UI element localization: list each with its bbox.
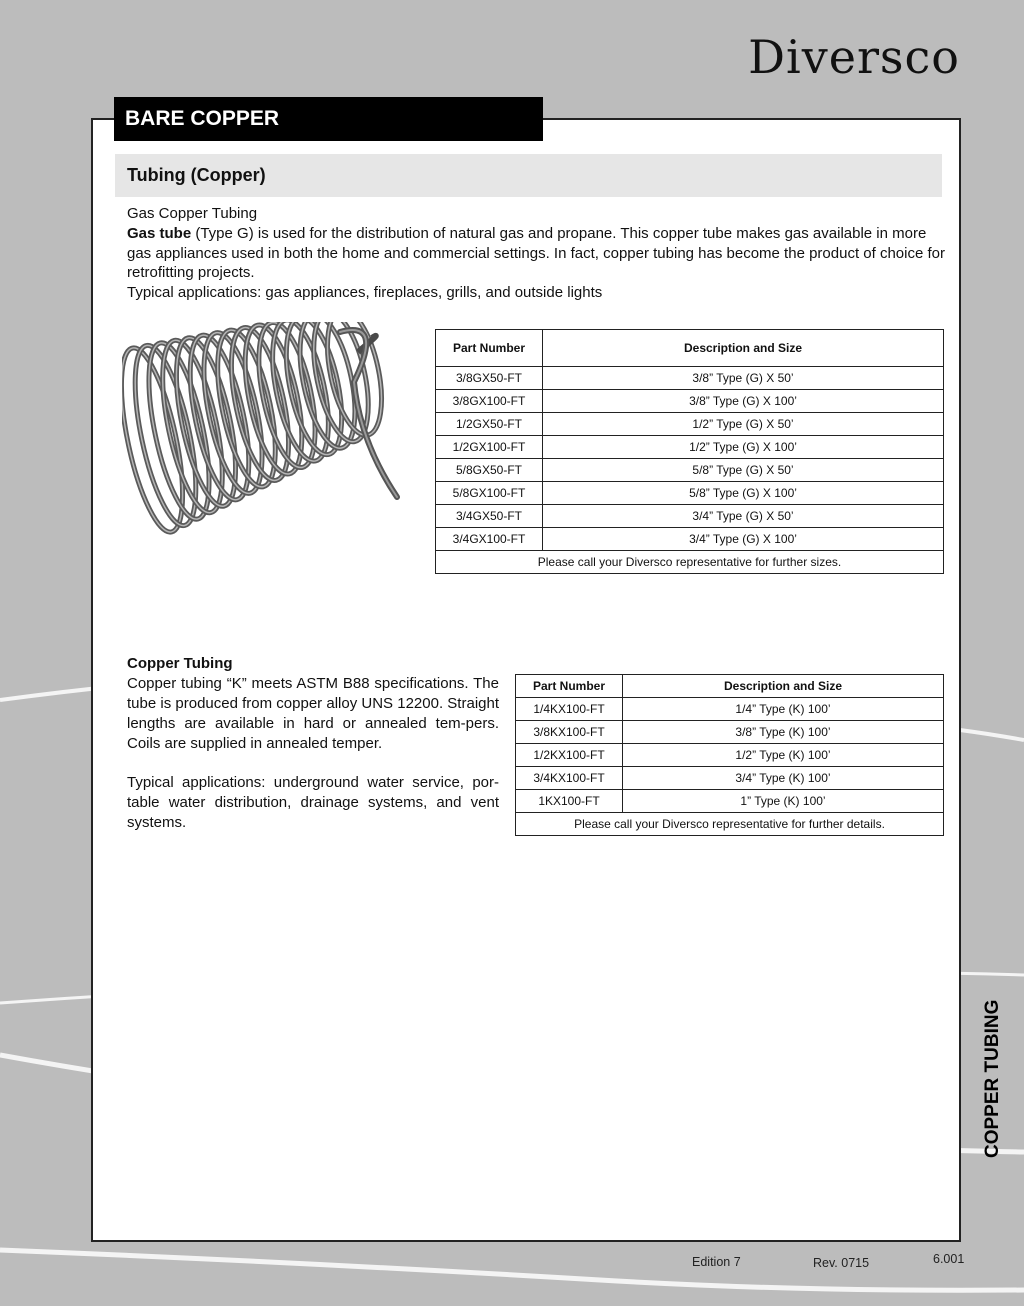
gas-row (436, 390, 944, 413)
gas-heading: Gas Copper Tubing (127, 205, 258, 222)
gas-header-part: Part Number (436, 330, 543, 367)
description-cell: 5/8” Type (G) X 100’ (543, 482, 944, 505)
k-row (516, 767, 944, 790)
part-number-cell: 5/8GX50-FT (436, 459, 543, 482)
description-cell: 1/4” Type (K) 100’ (623, 698, 944, 721)
k-row (516, 744, 944, 767)
k-applications: Typical applications: underground water service, por-table water distribution, drainage systems, and vent systems. (127, 774, 499, 831)
brand-logo: Diversco (748, 30, 960, 84)
description-cell: 1/2” Type (G) X 100’ (543, 436, 944, 459)
copper-coil-image (122, 322, 418, 544)
footer-edition: Edition 7 (692, 1255, 741, 1269)
k-description: Copper tubing “K” meets ASTM B88 specifications. The tube is produced from copper alloy UNS 12200. Straight lengths are available in hard or annealed tem-pers. Coils are supplied in annealed temper. (127, 675, 499, 752)
section-title: BARE COPPER (114, 97, 543, 141)
footer-page-number: 6.001 (933, 1252, 965, 1266)
part-number-cell: 1/2GX100-FT (436, 436, 543, 459)
gas-row (436, 482, 944, 505)
part-number-cell: 1/2GX50-FT (436, 413, 543, 436)
description-cell: 3/8” Type (G) X 50’ (543, 367, 944, 390)
part-number-cell: 3/4GX100-FT (436, 528, 543, 551)
section-subtitle: Tubing (Copper) (115, 154, 942, 197)
part-number-cell: 1/4KX100-FT (516, 698, 623, 721)
part-number-cell: 3/8KX100-FT (516, 721, 623, 744)
part-number-cell: 5/8GX100-FT (436, 482, 543, 505)
gas-row (436, 367, 944, 390)
description-cell: 1” Type (K) 100’ (623, 790, 944, 813)
part-number-cell: 1KX100-FT (516, 790, 623, 813)
description-cell: 3/4” Type (G) X 100’ (543, 528, 944, 551)
spacer (127, 754, 499, 773)
k-row (516, 698, 944, 721)
description-cell: 3/8” Type (G) X 100’ (543, 390, 944, 413)
gas-row (436, 459, 944, 482)
description-cell: 3/8” Type (K) 100’ (623, 721, 944, 744)
description-cell: 5/8” Type (G) X 50’ (543, 459, 944, 482)
gas-tubing-table (435, 329, 944, 574)
gas-description (127, 224, 945, 283)
part-number-cell: 3/4GX50-FT (436, 505, 543, 528)
gas-row (436, 413, 944, 436)
part-number-cell: 3/4KX100-FT (516, 767, 623, 790)
footer-revision: Rev. 0715 (813, 1256, 870, 1270)
coil-loops (122, 322, 391, 537)
k-row (516, 790, 944, 813)
k-tubing-text (127, 654, 499, 833)
k-header-desc: Description and Size (623, 675, 944, 698)
gas-row (436, 436, 944, 459)
gas-intro (127, 204, 945, 303)
part-number-cell: 3/8GX50-FT (436, 367, 543, 390)
description-cell: 3/4” Type (G) X 50’ (543, 505, 944, 528)
gas-row (436, 528, 944, 551)
gas-header-desc: Description and Size (543, 330, 944, 367)
k-header-part: Part Number (516, 675, 623, 698)
gas-lead-bold: Gas tube (127, 224, 192, 242)
part-number-cell: 3/8GX100-FT (436, 390, 543, 413)
gas-lead-text: (Type G) is used for the distribution of natural gas and propane. This copper tube makes gas available in more gas appliances used in both the home and commercial settings. In fact, copper tubing has become the product of choice for retrofitting projects. (127, 224, 945, 282)
gas-table-footnote: Please call your Diversco representative for further sizes. (436, 551, 944, 574)
gas-applications: Typical applications: gas appliances, fireplaces, grills, and outside lights (127, 284, 603, 302)
description-cell: 1/2” Type (K) 100’ (623, 744, 944, 767)
gas-row (436, 505, 944, 528)
description-cell: 3/4” Type (K) 100’ (623, 767, 944, 790)
k-heading: Copper Tubing (127, 655, 233, 672)
k-table-footnote: Please call your Diversco representative for further details. (516, 813, 944, 836)
side-category-label: COPPER TUBING (982, 999, 1003, 1158)
k-row (516, 721, 944, 744)
description-cell: 1/2” Type (G) X 50’ (543, 413, 944, 436)
part-number-cell: 1/2KX100-FT (516, 744, 623, 767)
k-tubing-table (515, 674, 944, 836)
